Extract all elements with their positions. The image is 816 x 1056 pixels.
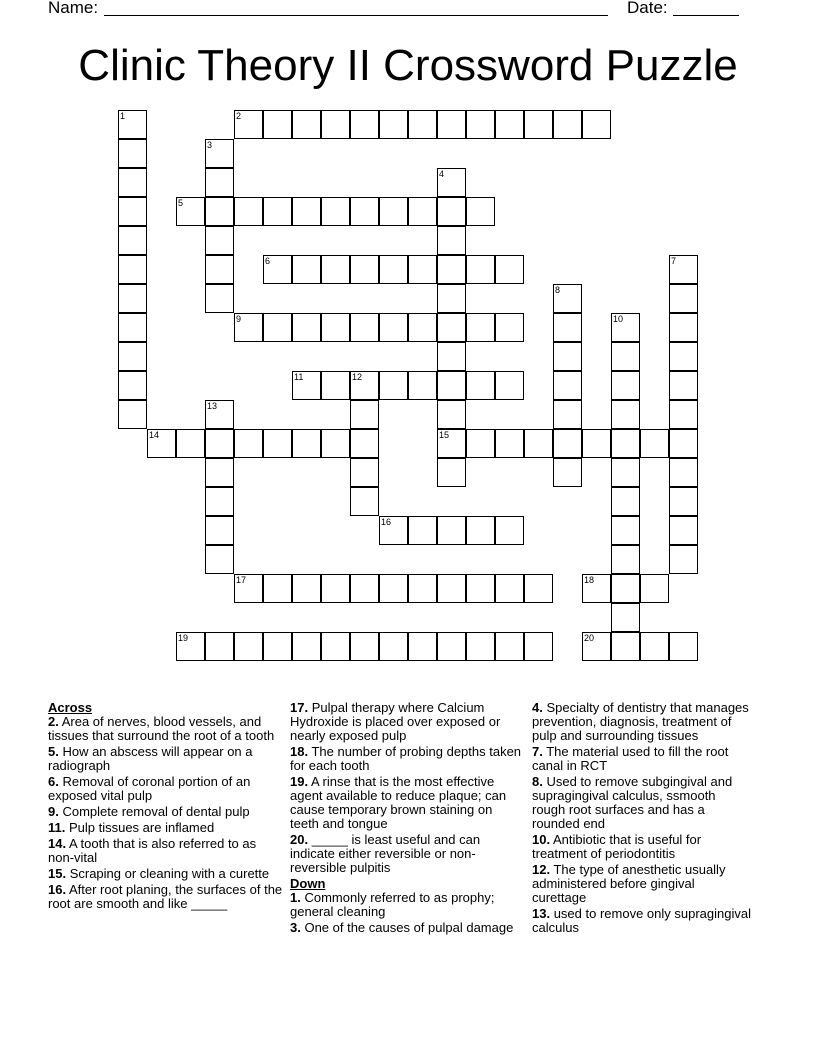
grid-cell[interactable]	[379, 371, 408, 400]
clue-text: Area of nerves, blood vessels, and tissues that surround the root of a tooth	[48, 714, 275, 743]
grid-cell[interactable]	[234, 313, 263, 342]
grid-cell[interactable]	[495, 110, 524, 139]
clue-text: Removal of coronal portion of an exposed vital pulp	[48, 774, 251, 803]
grid-cell[interactable]	[669, 545, 698, 574]
grid-cell[interactable]	[466, 574, 495, 603]
grid-cell[interactable]	[379, 632, 408, 661]
across-header: Across	[48, 700, 93, 715]
grid-cell[interactable]	[669, 371, 698, 400]
grid-cell[interactable]	[582, 632, 611, 661]
grid-cell[interactable]	[611, 603, 640, 632]
grid-cell[interactable]	[466, 632, 495, 661]
grid-cell[interactable]	[408, 313, 437, 342]
grid-cell[interactable]	[118, 168, 147, 197]
grid-cell[interactable]	[176, 197, 205, 226]
grid-cell[interactable]	[118, 255, 147, 284]
clue	[532, 745, 752, 773]
grid-cell[interactable]	[466, 110, 495, 139]
cell-number: 13	[207, 401, 218, 411]
grid-cell[interactable]	[292, 371, 321, 400]
clue-text: Used to remove subgingival and supragingival calculus, ssmooth rough root surfaces and has a rounded end	[532, 774, 733, 831]
grid-cell[interactable]	[466, 197, 495, 226]
grid-cell[interactable]	[263, 110, 292, 139]
grid-cell[interactable]	[553, 110, 582, 139]
grid-cell[interactable]	[292, 632, 321, 661]
grid-cell[interactable]	[292, 313, 321, 342]
clue-text: _____ is least useful and can indicate either reversible or non-reversible pulpitis	[290, 832, 481, 875]
clues-across-cont	[290, 701, 524, 875]
cell-number: 4	[439, 169, 445, 179]
clue-number: 19.	[290, 774, 309, 789]
grid-cell[interactable]	[118, 226, 147, 255]
grid-cell[interactable]	[205, 545, 234, 574]
grid-cell[interactable]	[437, 574, 466, 603]
grid-cell[interactable]	[350, 197, 379, 226]
clue	[532, 907, 752, 935]
clue-number: 18.	[290, 744, 309, 759]
grid-cell[interactable]	[437, 400, 466, 429]
grid-cell[interactable]	[437, 458, 466, 487]
grid-cell[interactable]	[437, 168, 466, 197]
grid-cell[interactable]	[524, 632, 553, 661]
cell-number: 8	[555, 285, 561, 295]
clue-text: The material used to fill the root canal in RCT	[532, 744, 729, 773]
grid-cell[interactable]	[582, 429, 611, 458]
grid-cell[interactable]	[350, 574, 379, 603]
clue-text: Specialty of dentistry that manages prevention, diagnosis, treatment of pulp and surrounding tissues	[532, 700, 749, 743]
cell-number: 1	[120, 111, 126, 121]
grid-cell[interactable]	[205, 139, 234, 168]
clue	[48, 821, 284, 835]
cell-number: 11	[294, 372, 304, 382]
grid-cell[interactable]	[408, 516, 437, 545]
cell-number: 16	[381, 517, 392, 527]
clues-down-start	[290, 891, 524, 935]
grid-cell[interactable]	[350, 632, 379, 661]
grid-cell[interactable]	[205, 487, 234, 516]
grid-cell[interactable]	[118, 342, 147, 371]
grid-cell[interactable]	[640, 632, 669, 661]
grid-cell[interactable]	[611, 458, 640, 487]
grid-cell[interactable]	[176, 632, 205, 661]
clue-text: Commonly referred to as prophy; general cleaning	[290, 890, 495, 919]
clues-column-2	[290, 701, 524, 937]
cell-number: 15	[439, 430, 450, 440]
grid-cell[interactable]	[437, 342, 466, 371]
grid-cell[interactable]	[205, 255, 234, 284]
clue	[290, 701, 524, 743]
clue	[532, 833, 752, 861]
grid-cell[interactable]	[669, 516, 698, 545]
grid-cell[interactable]	[350, 110, 379, 139]
grid-cell[interactable]	[234, 429, 263, 458]
clue-text: How an abscess will appear on a radiograph	[48, 744, 253, 773]
clue-text: The type of anesthetic usually administered before gingival curettage	[532, 862, 726, 905]
grid-cell[interactable]	[321, 110, 350, 139]
cell-number: 17	[236, 575, 247, 585]
grid-cell[interactable]	[669, 458, 698, 487]
cell-number: 19	[178, 633, 189, 643]
grid-cell[interactable]	[466, 516, 495, 545]
grid-cell[interactable]	[495, 313, 524, 342]
clue	[532, 775, 752, 831]
grid-cell[interactable]	[611, 632, 640, 661]
grid-cell[interactable]	[263, 632, 292, 661]
clue-number: 16.	[48, 882, 67, 897]
clue-number: 20.	[290, 832, 309, 847]
grid-cell[interactable]	[350, 255, 379, 284]
grid-cell[interactable]	[263, 255, 292, 284]
clue-number: 9.	[48, 804, 59, 819]
clue-number: 17.	[290, 700, 309, 715]
grid-cell[interactable]	[350, 487, 379, 516]
grid-cell[interactable]	[234, 110, 263, 139]
clue-number: 6.	[48, 774, 59, 789]
page-title: Clinic Theory II Crossword Puzzle	[78, 41, 738, 90]
grid-cell[interactable]	[263, 313, 292, 342]
grid-cell[interactable]	[553, 342, 582, 371]
grid-cell[interactable]	[408, 110, 437, 139]
grid-cell[interactable]	[553, 284, 582, 313]
grid-cell[interactable]	[321, 429, 350, 458]
grid-cell[interactable]	[379, 516, 408, 545]
clue-number: 8.	[532, 774, 543, 789]
clue-number: 5.	[48, 744, 59, 759]
grid-cell[interactable]	[205, 226, 234, 255]
grid-cell[interactable]	[408, 197, 437, 226]
grid-cell[interactable]	[437, 313, 466, 342]
grid-cell[interactable]	[205, 429, 234, 458]
grid-cell[interactable]	[611, 574, 640, 603]
clue-text: Complete removal of dental pulp	[58, 804, 250, 819]
clue	[48, 715, 284, 743]
grid-cell[interactable]	[292, 255, 321, 284]
grid-cell[interactable]	[524, 574, 553, 603]
grid-cell[interactable]	[466, 255, 495, 284]
grid-cell[interactable]	[205, 632, 234, 661]
grid-cell[interactable]	[495, 516, 524, 545]
clue	[290, 745, 524, 773]
grid-cell[interactable]	[321, 574, 350, 603]
grid-cell[interactable]	[118, 110, 147, 139]
clue-number: 15.	[48, 866, 67, 881]
grid-cell[interactable]	[437, 516, 466, 545]
grid-cell[interactable]	[176, 429, 205, 458]
down-header: Down	[290, 876, 326, 891]
cell-number: 2	[236, 111, 242, 121]
grid-cell[interactable]	[379, 110, 408, 139]
clue-number: 14.	[48, 836, 67, 851]
cell-number: 20	[584, 633, 595, 643]
grid-cell[interactable]	[263, 429, 292, 458]
grid-cell[interactable]	[321, 632, 350, 661]
cell-number: 6	[265, 256, 271, 266]
grid-cell[interactable]	[495, 371, 524, 400]
grid-cell[interactable]	[350, 371, 379, 400]
grid-cell[interactable]	[669, 487, 698, 516]
grid-cell[interactable]	[292, 110, 321, 139]
grid-cell[interactable]	[408, 632, 437, 661]
grid-cell[interactable]	[379, 313, 408, 342]
clue	[48, 867, 284, 881]
name-label: Name:	[48, 0, 99, 17]
cell-number: 14	[149, 430, 160, 440]
clue	[48, 883, 284, 911]
grid-cell[interactable]	[437, 110, 466, 139]
grid-cell[interactable]	[466, 371, 495, 400]
clue-number: 7.	[532, 744, 543, 759]
grid-cell[interactable]	[147, 429, 176, 458]
grid-cell[interactable]	[553, 371, 582, 400]
grid-cell[interactable]	[437, 371, 466, 400]
grid-cell[interactable]	[640, 429, 669, 458]
grid-cell[interactable]	[234, 574, 263, 603]
grid-cell[interactable]	[205, 516, 234, 545]
grid-cell[interactable]	[379, 197, 408, 226]
cell-number: 9	[236, 314, 242, 324]
grid-cell[interactable]	[321, 197, 350, 226]
grid-cell[interactable]	[437, 226, 466, 255]
clue-number: 1.	[290, 890, 301, 905]
clue-text: After root planing, the surfaces of the root are smooth and like _____	[48, 882, 283, 911]
grid-cell[interactable]	[524, 429, 553, 458]
grid-cell[interactable]	[350, 429, 379, 458]
grid-cell[interactable]	[611, 313, 640, 342]
grid-cell[interactable]	[669, 632, 698, 661]
grid-cell[interactable]	[234, 197, 263, 226]
grid-cell[interactable]	[495, 429, 524, 458]
grid-cell[interactable]	[205, 458, 234, 487]
clue	[290, 833, 524, 875]
clue-text: One of the causes of pulpal damage	[300, 920, 514, 935]
cell-number: 7	[671, 256, 677, 266]
clue	[48, 805, 284, 819]
clue	[290, 775, 524, 831]
grid-cell[interactable]	[408, 255, 437, 284]
clue-text: Pulpal therapy where Calcium Hydroxide is placed over exposed or nearly exposed pulp	[290, 700, 501, 743]
grid-cell[interactable]	[669, 284, 698, 313]
grid-cell[interactable]	[205, 197, 234, 226]
grid-cell[interactable]	[118, 197, 147, 226]
grid-cell[interactable]	[292, 197, 321, 226]
grid-cell[interactable]	[640, 574, 669, 603]
clue-text: A tooth that is also referred to as non-vital	[48, 836, 257, 865]
grid-cell[interactable]	[553, 313, 582, 342]
grid-cell[interactable]	[118, 139, 147, 168]
grid-cell[interactable]	[437, 284, 466, 313]
clue-text: Scraping or cleaning with a curette	[66, 866, 270, 881]
grid-cell[interactable]	[495, 255, 524, 284]
grid-cell[interactable]	[669, 255, 698, 284]
grid-cell[interactable]	[669, 342, 698, 371]
clue-number: 13.	[532, 906, 551, 921]
cell-number: 10	[613, 314, 624, 324]
grid-cell[interactable]	[205, 168, 234, 197]
grid-cell[interactable]	[611, 545, 640, 574]
grid-cell[interactable]	[379, 255, 408, 284]
clue	[48, 745, 284, 773]
clue	[532, 701, 752, 743]
grid-cell[interactable]	[495, 574, 524, 603]
grid-cell[interactable]	[611, 429, 640, 458]
grid-cell[interactable]	[321, 255, 350, 284]
grid-cell[interactable]	[553, 429, 582, 458]
clue-number: 12.	[532, 862, 551, 877]
grid-cell[interactable]	[611, 342, 640, 371]
clue-number: 4.	[532, 700, 543, 715]
clue-number: 3.	[290, 920, 301, 935]
clues-column-3	[532, 701, 752, 937]
cell-number: 18	[584, 575, 595, 585]
grid-cell[interactable]	[669, 313, 698, 342]
grid-cell[interactable]	[321, 313, 350, 342]
grid-cell[interactable]	[379, 574, 408, 603]
grid-cell[interactable]	[669, 400, 698, 429]
clue-text: used to remove only supragingival calculus	[532, 906, 751, 935]
grid-cell[interactable]	[495, 632, 524, 661]
grid-cell[interactable]	[205, 284, 234, 313]
cell-number: 12	[352, 372, 363, 382]
clue-text: The number of probing depths taken for each tooth	[290, 744, 522, 773]
cell-number: 3	[207, 140, 213, 150]
grid-cell[interactable]	[118, 371, 147, 400]
grid-cell[interactable]	[437, 632, 466, 661]
grid-cell[interactable]	[408, 371, 437, 400]
clue	[48, 837, 284, 865]
grid-cell[interactable]	[582, 574, 611, 603]
grid-cell[interactable]	[118, 284, 147, 313]
clues-column-1	[48, 701, 284, 913]
clue	[532, 863, 752, 905]
clue-number: 2.	[48, 714, 59, 729]
cell-number: 5	[178, 198, 184, 208]
grid-cell[interactable]	[292, 429, 321, 458]
grid-cell[interactable]	[350, 458, 379, 487]
grid-cell[interactable]	[466, 313, 495, 342]
clue-text: Pulp tissues are inflamed	[65, 820, 215, 835]
grid-cell[interactable]	[669, 429, 698, 458]
date-label: Date:	[627, 0, 668, 17]
clue-number: 10.	[532, 832, 551, 847]
grid-cell[interactable]	[611, 371, 640, 400]
grid-cell[interactable]	[408, 574, 437, 603]
grid-cell[interactable]	[263, 197, 292, 226]
grid-cell[interactable]	[234, 632, 263, 661]
grid-cell[interactable]	[611, 516, 640, 545]
grid-cell[interactable]	[437, 197, 466, 226]
grid-cell[interactable]	[321, 371, 350, 400]
grid-cell[interactable]	[582, 110, 611, 139]
grid-cell[interactable]	[437, 429, 466, 458]
clue	[290, 921, 524, 935]
grid-cell[interactable]	[350, 400, 379, 429]
clue-text: Antibiotic that is useful for treatment of periodontitis	[532, 832, 702, 861]
grid-cell[interactable]	[524, 110, 553, 139]
grid-cell[interactable]	[205, 400, 234, 429]
grid-cell[interactable]	[118, 400, 147, 429]
clue	[48, 775, 284, 803]
grid-cell[interactable]	[611, 487, 640, 516]
clue-text: A rinse that is the most effective agent available to reduce plaque; can cause temporary brown staining on teeth and tongue	[290, 774, 507, 831]
grid-cell[interactable]	[292, 574, 321, 603]
grid-cell[interactable]	[553, 458, 582, 487]
clue-number: 11.	[48, 820, 66, 835]
grid-cell[interactable]	[553, 400, 582, 429]
grid-cell[interactable]	[611, 400, 640, 429]
grid-cell[interactable]	[350, 313, 379, 342]
clue	[290, 891, 524, 919]
grid-cell[interactable]	[263, 574, 292, 603]
grid-cell[interactable]	[437, 255, 466, 284]
grid-cell[interactable]	[118, 313, 147, 342]
grid-cell[interactable]	[466, 429, 495, 458]
